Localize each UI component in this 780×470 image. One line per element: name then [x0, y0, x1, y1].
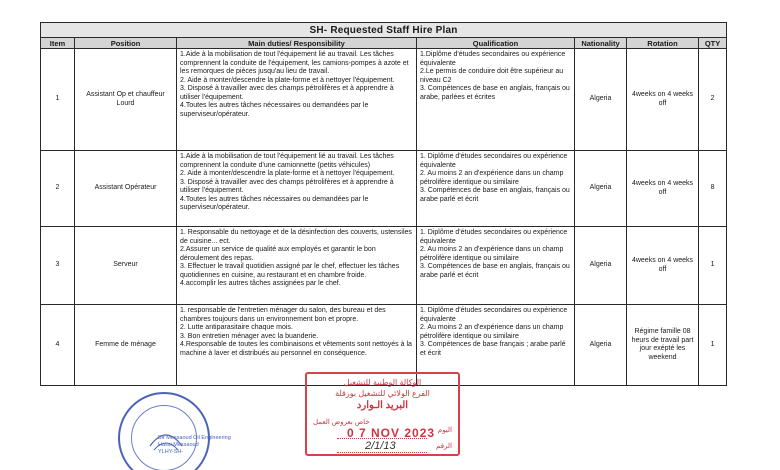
position-cell: Femme de ménage — [75, 305, 177, 386]
company-stamp-text: YLHY-SH- — [158, 449, 184, 455]
qty-cell: 1 — [699, 227, 727, 305]
qualification-line: 1. Diplôme d'études secondaires ou expérience équivalente — [420, 307, 568, 323]
duty-line: 3. Disposé à travailler avec des champs pétrolifères et à apprendre à utiliser l'équipement. — [180, 178, 394, 194]
duty-line: 4.Toutes les autres tâches nécessaires ou demandées par le superviseur/opérateur. — [180, 195, 369, 211]
qualification-line: 1. Diplôme d'études secondaires ou expérience équivalente — [420, 229, 568, 245]
qualification-line: 2.Le permis de conduire doit être supérieur au niveau C2 — [420, 68, 564, 84]
rotation-cell: 4weeks on 4 weeks off — [627, 227, 699, 305]
qualification-line: 2. Au moins 2 an d'expérience dans un champ pétrolifère identique ou similaire — [420, 246, 564, 262]
registry-stamp-label: خاص بعروض العمل — [313, 419, 370, 426]
table-row — [41, 151, 727, 227]
qty-cell: 1 — [699, 305, 727, 386]
position-cell: Serveur — [75, 227, 177, 305]
document-title: SH- Requested Staff Hire Plan — [41, 23, 727, 38]
duty-line: 1.Aide à la mobilisation de tout l'équipement lié au travail. Les tâches comprennent la conduite d'une camionnette (petits véhicules) — [180, 153, 394, 169]
qualification-cell — [417, 151, 575, 227]
duty-line: 4.Responsable de toutes les combinaisons et vêtements sont nettoyés à la machine à laver et distribués au personnel en conséquence. — [180, 341, 412, 357]
duty-line: 2. Aide à monter/descendre la plate-forme et à nettoyer l'équipement. — [180, 170, 395, 177]
rotation-cell: 4weeks on 4 weeks off — [627, 49, 699, 151]
duty-line: 4.Toutes les autres tâches nécessaires ou demandées par le superviseur/opérateur. — [180, 102, 369, 118]
duty-line: 1.Aide à la mobilisation de tout l'équipement lié au travail. Les tâches comprennent la conduite de l'équipement, les camions-pompes à azote et les remorques de pièces jusqu'au lieu de travail. — [180, 51, 409, 75]
column-header-qualification: Qualification — [417, 38, 575, 49]
registry-stamp-dotted-line — [337, 438, 427, 439]
column-header-nationality: Nationality — [575, 38, 627, 49]
table-row — [41, 49, 727, 151]
duty-line: 2. Lutte antiparasitaire chaque mois. — [180, 324, 293, 331]
registry-stamp-header: الوكالة الوطنية للتشغيل — [343, 378, 422, 387]
rotation-cell: Régime famille 08 heurs de travail part jour exépté les weekend — [627, 305, 699, 386]
qty-cell: 2 — [699, 49, 727, 151]
qualification-line: 3. Compétences de base en anglais, français ou arabe parlé et écrit — [420, 263, 570, 279]
qualification-line: 3. Compétences de base en anglais, français ou arabe, parlées et écrites — [420, 85, 570, 101]
column-header-rotation: Rotation — [627, 38, 699, 49]
rotation-cell: 4weeks on 4 weeks off — [627, 151, 699, 227]
duty-line: 4.accomplir les autres tâches assignées par le chef. — [180, 280, 341, 287]
qualification-line: 3. Compétences de base en anglais, français ou arabe parlé et écrit — [420, 187, 570, 203]
item-number: 2 — [41, 151, 75, 227]
duty-line: 2.Assurer un service de qualité aux employés et garantir le bon déroulement des repas. — [180, 246, 376, 262]
qualification-line: 3. Compétences de base français ; arabe parlé et écrit — [420, 341, 566, 357]
item-number: 3 — [41, 227, 75, 305]
duty-line: 1. responsable de l'entretien ménager du salon, des bureau et des chambres toujours dans un environnement bon et propre. — [180, 307, 386, 323]
qty-cell: 8 — [699, 151, 727, 227]
registry-stamp-header: البريد الـوارد — [356, 400, 409, 411]
item-number: 1 — [41, 49, 75, 151]
hire-plan-table — [40, 22, 727, 386]
qualification-line: 2. Au moins 2 an d'expérience dans un champ pétrolifère identique ou similaire — [420, 324, 564, 340]
duties-cell — [177, 151, 417, 227]
hire-plan-sheet — [40, 22, 726, 386]
duty-line: 3. Bon entretien ménager avec la buanderie. — [180, 332, 319, 340]
registry-stamp-date: 0 7 NOV 2023 — [347, 426, 436, 440]
duty-line: 3. Disposé à travailler avec des champs pétrolifères et à apprendre à utiliser l'équipement. — [180, 85, 394, 101]
nationality-cell: Algeria — [575, 151, 627, 227]
qualification-line: 2. Au moins 2 an d'expérience dans un champ pétrolifère identique ou similaire — [420, 170, 564, 186]
registry-stamp-header: الفرع الولائي للتشغيل بورقلة — [335, 389, 430, 398]
column-header-qty: QTY — [699, 38, 727, 49]
column-header-position: Position — [75, 38, 177, 49]
item-number: 4 — [41, 305, 75, 386]
qualification-cell — [417, 227, 575, 305]
qualification-cell — [417, 49, 575, 151]
registry-stamp-number-caption: الرقم — [436, 443, 452, 450]
duty-line: 1. Responsable du nettoyage et de la désinfection des couverts, ustensiles de cuisine... ect. — [180, 229, 412, 245]
nationality-cell: Algeria — [575, 305, 627, 386]
registry-stamp-dotted-line — [337, 452, 427, 453]
position-cell: Assistant Opérateur — [75, 151, 177, 227]
company-stamp-emblem — [120, 394, 212, 470]
qualification-line: 1. Diplôme d'études secondaires ou expérience équivalente — [420, 153, 568, 169]
nationality-cell: Algeria — [575, 49, 627, 151]
qualification-line: 1.Diplôme d'études secondaires ou expérience équivalente — [420, 51, 566, 67]
table-row — [41, 227, 727, 305]
nationality-cell: Algeria — [575, 227, 627, 305]
company-stamp-text: Hassi Messaoud — [158, 442, 199, 448]
registry-stamp-date-caption: اليوم — [437, 427, 452, 434]
position-cell: Assistant Op et chauffeur Lourd — [75, 49, 177, 151]
duties-cell — [177, 227, 417, 305]
registry-stamp-number: 2/1/13 — [365, 440, 396, 452]
column-header-duties: Main duties/ Responsibility — [177, 38, 417, 49]
company-stamp — [118, 392, 231, 470]
column-header-item: Item — [41, 38, 75, 49]
registry-stamp — [305, 372, 460, 456]
duties-cell — [177, 49, 417, 151]
duty-line: 3. Effectuer le travail quotidien assigné par le chef, effectuer les tâches quotidiennes en cuisine, au restaurant et en chambre froide. — [180, 263, 400, 279]
duty-line: 2. Aide à monter/descendre la plate-forme et à nettoyer l'équipement. — [180, 76, 395, 84]
company-stamp-text: Bir Messaoud Oil Engineering — [158, 435, 231, 441]
